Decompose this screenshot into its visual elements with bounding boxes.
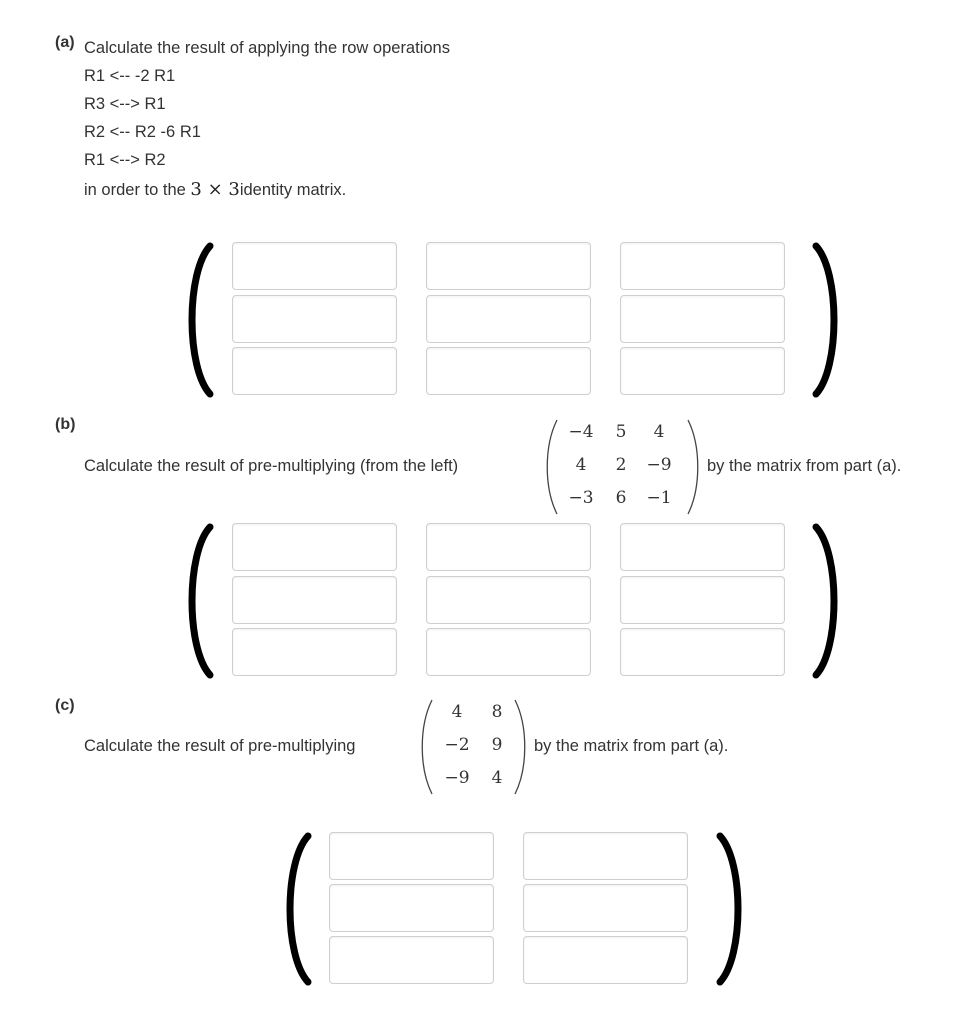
dimension-math: 3 × 3 <box>190 179 240 200</box>
answer-b-r2c2-input[interactable] <box>427 577 590 623</box>
left-paren-icon <box>543 418 561 516</box>
answer-a-cell[interactable] <box>426 295 591 343</box>
answer-c-r1c2-input[interactable] <box>524 833 687 879</box>
matrix-b-entry: 4 <box>653 422 665 442</box>
answer-b-cell[interactable] <box>620 628 785 676</box>
right-paren-icon <box>810 242 846 398</box>
part-b-suffix: by the matrix from part (a). <box>707 457 902 475</box>
answer-a-r3c1-input[interactable] <box>233 348 396 394</box>
operation-1: R1 <-- -2 R1 <box>84 67 176 85</box>
answer-c-r3c2-input[interactable] <box>524 937 687 983</box>
answer-c-r2c2-input[interactable] <box>524 885 687 931</box>
answer-a-r2c1-input[interactable] <box>233 296 396 342</box>
matrix-b-entry: 2 <box>615 455 627 475</box>
answer-b-cell[interactable] <box>426 628 591 676</box>
order-prefix: in order to the <box>84 181 186 199</box>
operation-3: R2 <-- R2 -6 R1 <box>84 123 201 141</box>
answer-c-r2c1-input[interactable] <box>330 885 493 931</box>
right-paren-icon <box>684 418 702 516</box>
matrix-c-entry: 8 <box>491 702 503 722</box>
part-c-label: (c) <box>55 697 75 714</box>
part-a-label: (a) <box>55 34 75 51</box>
matrix-c-entry: 4 <box>491 768 503 788</box>
answer-b-r2c1-input[interactable] <box>233 577 396 623</box>
part-a-intro: Calculate the result of applying the row operations <box>84 39 450 57</box>
matrix-b-entry: −3 <box>568 488 594 508</box>
answer-a-r1c2-input[interactable] <box>427 243 590 289</box>
answer-a-cell[interactable] <box>232 295 397 343</box>
answer-a-cell[interactable] <box>426 242 591 290</box>
right-paren-icon <box>714 832 750 986</box>
answer-a-r2c2-input[interactable] <box>427 296 590 342</box>
part-b-label: (b) <box>55 416 76 433</box>
matrix-b-entry: 5 <box>615 422 627 442</box>
order-sentence <box>84 179 346 200</box>
right-paren-icon <box>810 523 846 679</box>
answer-c-cell[interactable] <box>329 832 494 880</box>
answer-b-cell[interactable] <box>620 576 785 624</box>
answer-a-r3c3-input[interactable] <box>621 348 784 394</box>
order-suffix: identity matrix. <box>239 181 347 199</box>
matrix-c-entry: 4 <box>451 702 463 722</box>
answer-c-cell[interactable] <box>329 884 494 932</box>
answer-b-r3c2-input[interactable] <box>427 629 590 675</box>
answer-c-cell[interactable] <box>523 936 688 984</box>
answer-a-cell[interactable] <box>620 295 785 343</box>
answer-c-r3c1-input[interactable] <box>330 937 493 983</box>
matrix-b-entry: −9 <box>646 455 672 475</box>
left-paren-icon <box>418 698 436 796</box>
answer-b-cell[interactable] <box>426 576 591 624</box>
answer-a-cell[interactable] <box>232 242 397 290</box>
operation-2: R3 <--> R1 <box>84 95 166 113</box>
left-paren-icon <box>278 832 314 986</box>
answer-b-cell[interactable] <box>232 576 397 624</box>
part-c-prefix: Calculate the result of pre-multiplying <box>84 737 356 755</box>
answer-b-r1c2-input[interactable] <box>427 524 590 570</box>
matrix-b-entry: 4 <box>575 455 587 475</box>
answer-b-r1c3-input[interactable] <box>621 524 784 570</box>
answer-c-r1c1-input[interactable] <box>330 833 493 879</box>
answer-a-r3c2-input[interactable] <box>427 348 590 394</box>
answer-c-cell[interactable] <box>523 884 688 932</box>
answer-c-cell[interactable] <box>329 936 494 984</box>
matrix-c-entry: 9 <box>491 735 503 755</box>
answer-b-r2c3-input[interactable] <box>621 577 784 623</box>
part-b-prefix: Calculate the result of pre-multiplying (from the left) <box>84 457 459 475</box>
answer-a-cell[interactable] <box>620 347 785 395</box>
answer-b-cell[interactable] <box>232 523 397 571</box>
answer-c-cell[interactable] <box>523 832 688 880</box>
answer-a-r2c3-input[interactable] <box>621 296 784 342</box>
matrix-b-entry: 6 <box>615 488 627 508</box>
answer-b-r3c1-input[interactable] <box>233 629 396 675</box>
answer-a-cell[interactable] <box>232 347 397 395</box>
matrix-b-entry: −4 <box>568 422 594 442</box>
right-paren-icon <box>511 698 529 796</box>
answer-a-r1c1-input[interactable] <box>233 243 396 289</box>
answer-b-cell[interactable] <box>620 523 785 571</box>
left-paren-icon <box>180 523 216 679</box>
answer-b-cell[interactable] <box>426 523 591 571</box>
answer-b-r3c3-input[interactable] <box>621 629 784 675</box>
answer-a-r1c3-input[interactable] <box>621 243 784 289</box>
matrix-c-entry: −2 <box>444 735 470 755</box>
part-c-suffix: by the matrix from part (a). <box>534 737 729 755</box>
answer-b-r1c1-input[interactable] <box>233 524 396 570</box>
matrix-b-entry: −1 <box>646 488 672 508</box>
left-paren-icon <box>180 242 216 398</box>
matrix-c-entry: −9 <box>444 768 470 788</box>
operation-4: R1 <--> R2 <box>84 151 166 169</box>
answer-b-cell[interactable] <box>232 628 397 676</box>
answer-a-cell[interactable] <box>426 347 591 395</box>
answer-a-cell[interactable] <box>620 242 785 290</box>
